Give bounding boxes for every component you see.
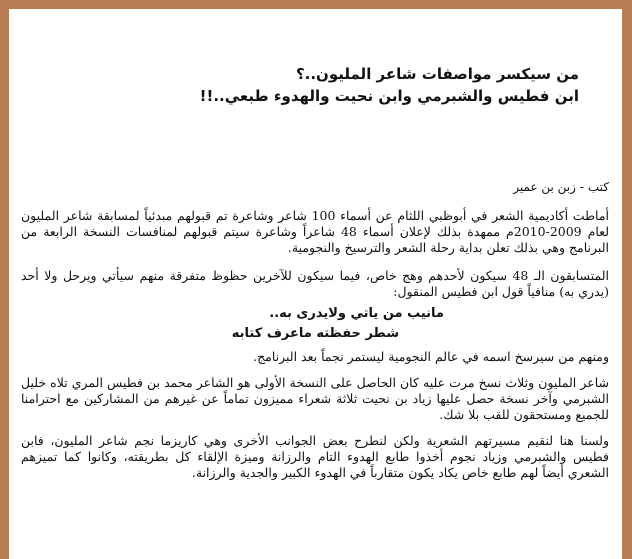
verse-line-2: شطر حفظته ماعرف كتابه xyxy=(231,326,399,341)
headline-line-1: من سيكسر مواصفات شاعر المليون..؟ xyxy=(295,65,579,83)
byline: كتب - زبن بن عمير xyxy=(513,180,609,194)
paragraph-4: شاعر المليون وثلاث نسخ مرت عليه كان الحاصل على النسخة الأولى هو الشاعر محمد بن فطيس المري تلاه خليل الشبرمي وآخر نسخة حصل عليها زياد بن نحيت ثلاثة شعراء مميزون تماماً عن غيرهم من المشاركين مع احترامنا للجميع ومستحقون للقب بلا شك. xyxy=(21,375,609,422)
paragraph-5: ولسنا هنا لنقيم مسيرتهم الشعرية ولكن لنطرح بعض الجوانب الأخرى وهي كاريزما نجم شاعر المليون، فابن فطيس والشبرمي وزياد نجوم أخذوا طابع الهدوء التام والرزانة وميزة الإلقاء كل بطريقته، وكانوا كما تميزهم الشعري أيضاً لهم طابع خاص يكاد يكون متقارباً في الهدوء الكبير والجدية والرزانة. xyxy=(21,433,609,480)
paragraph-2: المتسابقون الـ 48 سيكون لأحدهم وهج خاص، فيما سيكون للآخرين حظوظ متفرقة منهم سيأتي ويرحل ولا أحد (يدري به) منافياً قول ابن فطيس المنقول: xyxy=(21,268,609,299)
paragraph-3: ومنهم من سيرسخ اسمه في عالم النجومية ليستمر نجماً بعد البرنامج. xyxy=(253,349,609,364)
article-body xyxy=(21,63,609,481)
headline-line-2: ابن فطيس والشبرمي وابن نحيت والهدوء طبعي..!! xyxy=(199,87,579,105)
paragraph-1: أماطت أكاديمية الشعر في أبوظبي اللثام عن أسماء 100 شاعر وشاعرة تم قبولهم مبدئياً لمسابقة شاعر المليون لعام 2009-2010م ممهدة بذلك لإعلان أسماء 48 شاعراً وشاعرة سيتم قبولهم لمنافسات النسخة الرابعة من البرنامج وهي بذلك تعلن بداية رحلة الشعر والترسيخ والنجومية. xyxy=(21,208,610,255)
article-page xyxy=(9,9,622,559)
verse-line-1: مانيب من ياتي ولايدرى به.. xyxy=(269,306,444,321)
